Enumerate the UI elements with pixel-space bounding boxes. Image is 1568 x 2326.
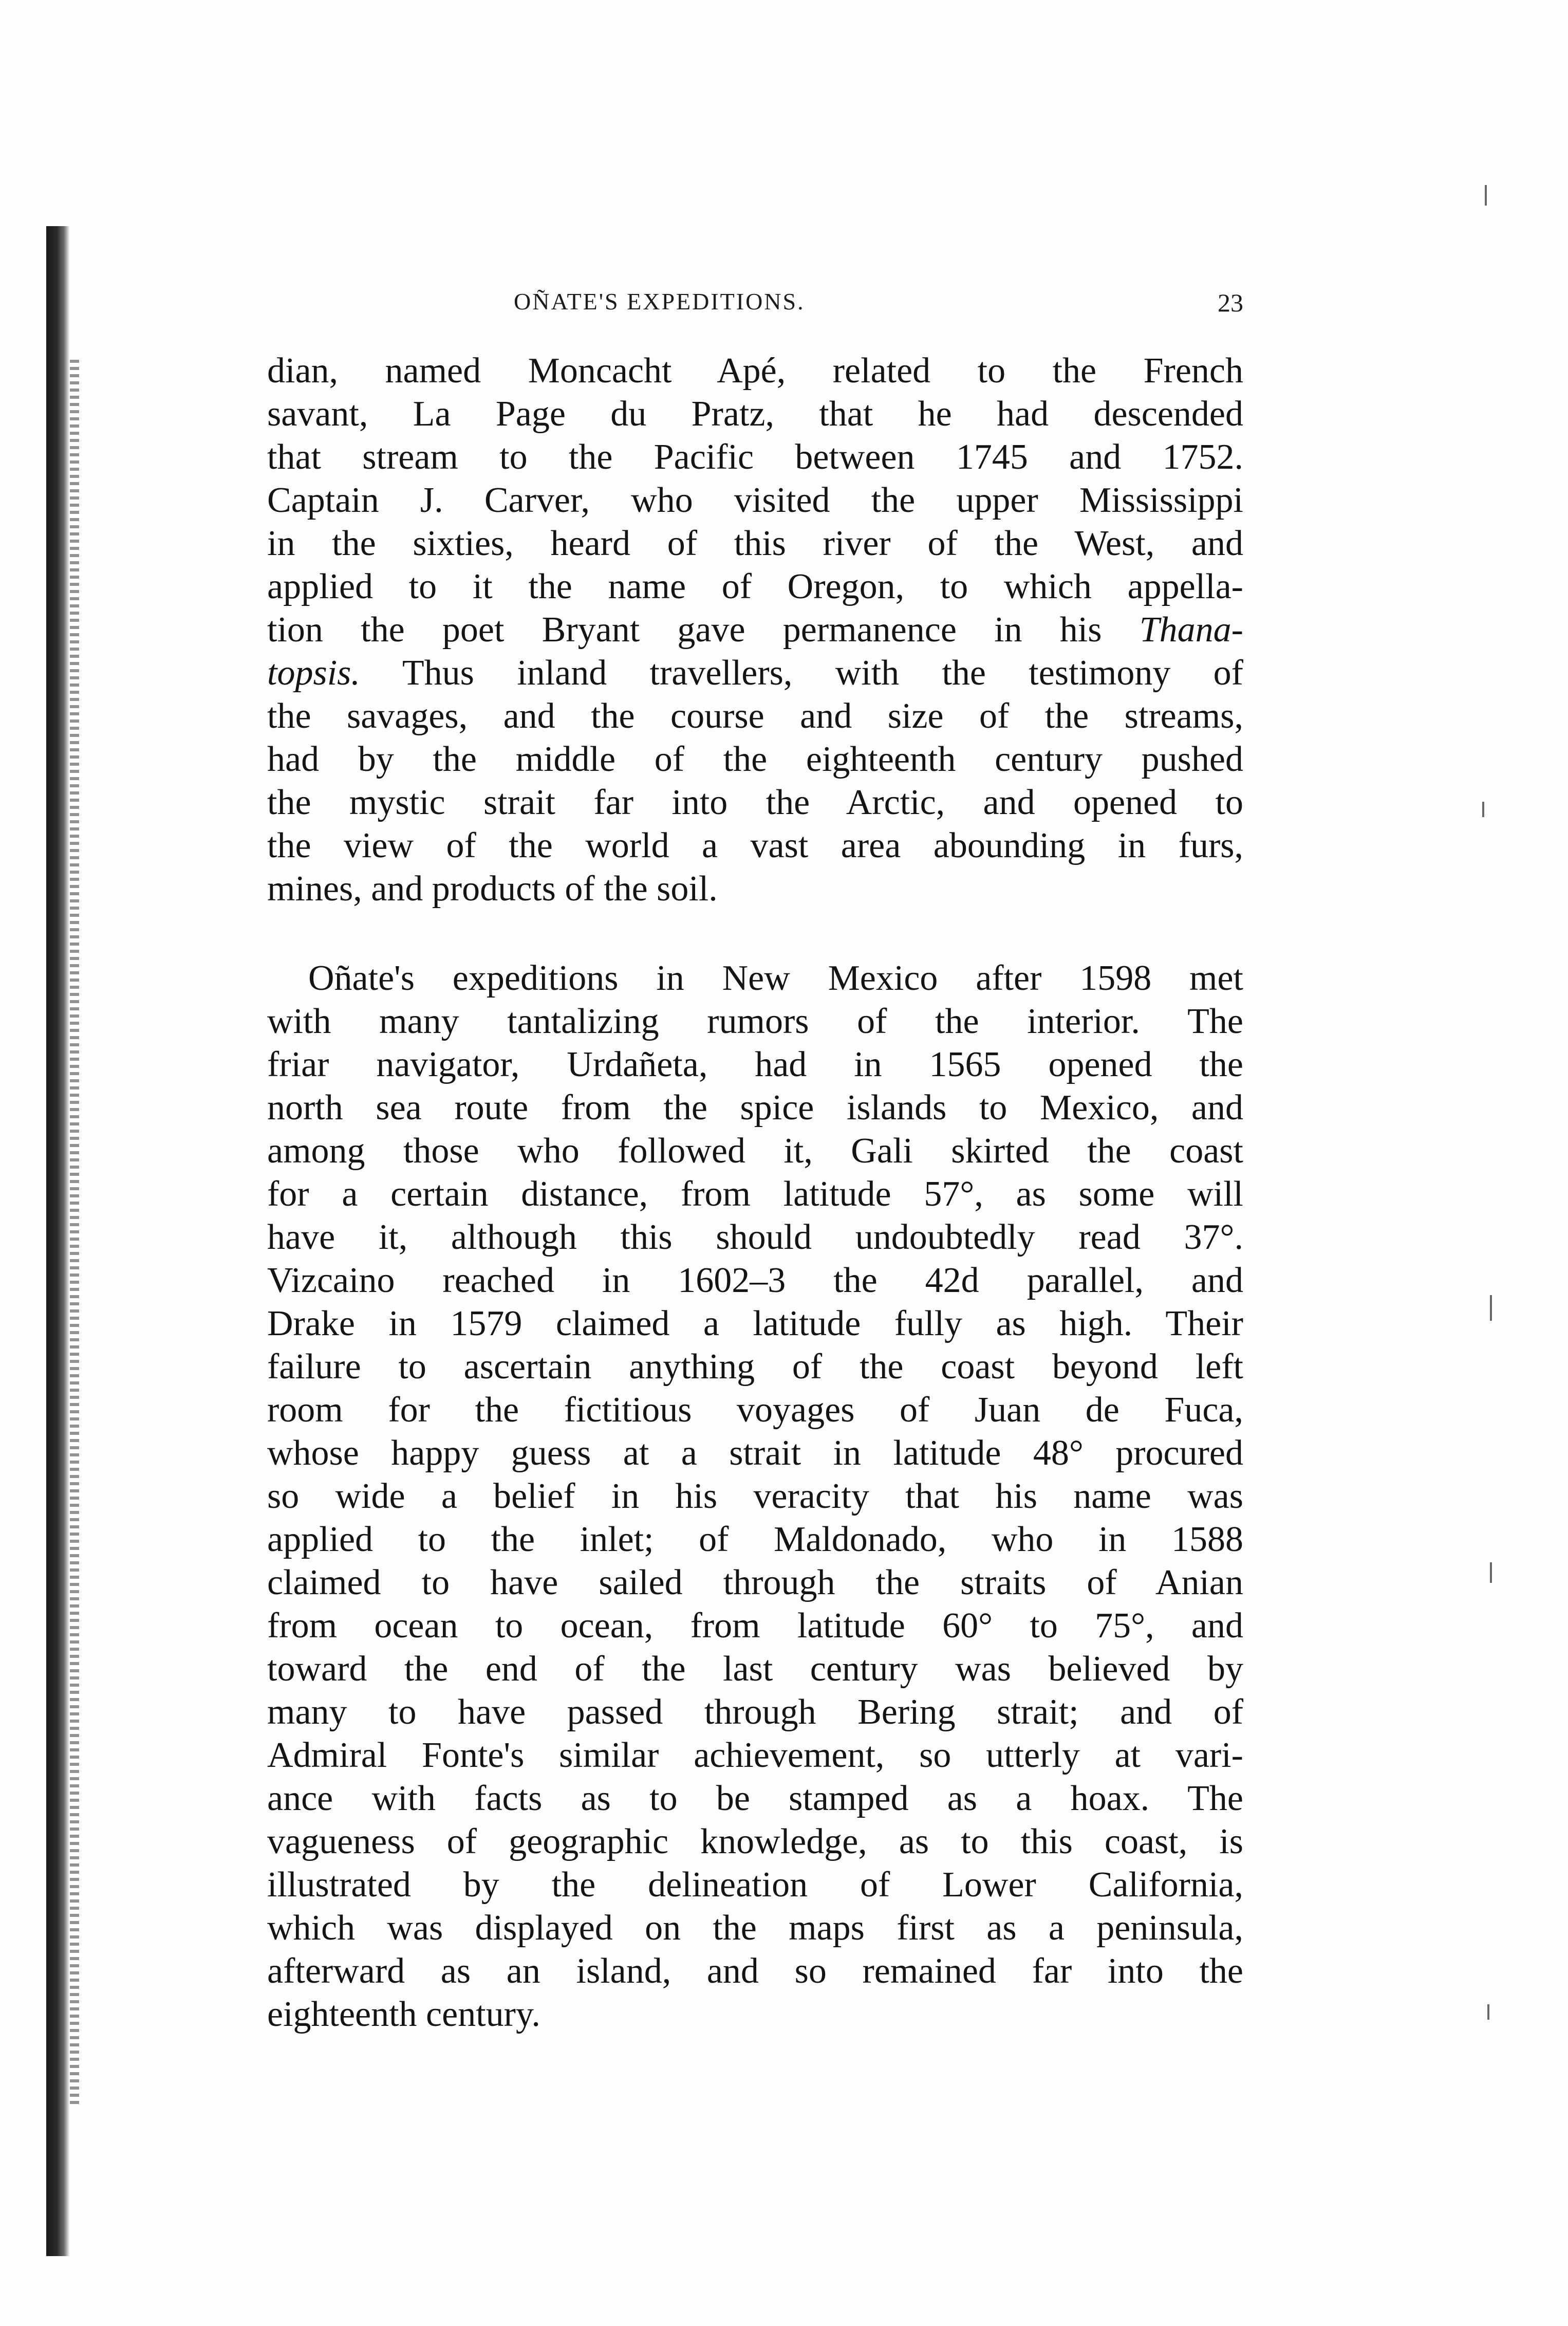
text-line: room for the fictitious voyages of Juan de Fuca, [267, 1390, 1243, 1430]
text-line: dian, named Moncacht Apé, related to the French [267, 351, 1243, 391]
paragraph-1 [267, 349, 1243, 911]
scan-speck [1482, 802, 1484, 817]
text-line: that stream to the Pacific between 1745 and 1752. [267, 437, 1243, 477]
text-line: failure to ascertain anything of the coast beyond left [267, 1347, 1243, 1387]
scan-speck [1490, 1562, 1492, 1583]
page-header [267, 288, 1243, 324]
text-line: toward the end of the last century was believed by [267, 1649, 1243, 1689]
text-line: which was displayed on the maps first as a peninsula, [267, 1908, 1243, 1948]
running-head: OÑATE'S EXPEDITIONS. [514, 288, 805, 315]
text-line: north sea route from the spice islands to Mexico, and [267, 1088, 1243, 1128]
text-line: so wide a belief in his veracity that his name was [267, 1476, 1243, 1516]
text-line: vagueness of geographic knowledge, as to this coast, is [267, 1822, 1243, 1861]
text-line: Drake in 1579 claimed a latitude fully as high. Their [267, 1304, 1243, 1343]
text-line: Captain J. Carver, who visited the upper Mississippi [267, 481, 1243, 520]
text-line: have it, although this should undoubtedly read 37°. [267, 1217, 1243, 1257]
text-line: ance with facts as to be stamped as a hoax. The [267, 1779, 1243, 1818]
text-line: from ocean to ocean, from latitude 60° to 75°, and [267, 1606, 1243, 1646]
scan-speck [1487, 2004, 1489, 2020]
text-line: savant, La Page du Pratz, that he had descended [267, 394, 1243, 434]
text-line: afterward as an island, and so remained far into the [267, 1951, 1243, 1991]
italic-title: Thana- [1139, 610, 1243, 650]
binding-shadow [46, 226, 70, 2256]
text-line: Vizcaino reached in 1602–3 the 42d parallel, and [267, 1261, 1243, 1300]
text-line: mines, and products of the soil. [267, 869, 718, 909]
text-line: friar navigator, Urdañeta, had in 1565 opened the [267, 1045, 1243, 1084]
binding-shadow-edge [70, 360, 79, 2107]
text-line [267, 652, 1243, 695]
italic-title: topsis. [267, 653, 360, 693]
page-number: 23 [1218, 288, 1243, 317]
paragraph-2 [267, 957, 1243, 2036]
text-line: for a certain distance, from latitude 57°, as some will [267, 1174, 1243, 1214]
text-line: Admiral Fonte's similar achievement, so utterly at vari- [267, 1736, 1243, 1775]
text-run: tion the poet Bryant gave permanence in his [267, 610, 1140, 650]
text-line: Oñate's expeditions in New Mexico after 1598 met [308, 958, 1243, 998]
text-line: in the sixties, heard of this river of the West, and [267, 524, 1243, 563]
scan-speck [1490, 1295, 1492, 1321]
scan-speck [1485, 185, 1487, 206]
body-text [267, 349, 1243, 2036]
text-line [267, 608, 1243, 652]
text-line: with many tantalizing rumors of the interior. The [267, 1002, 1243, 1041]
text-run: Thus inland travellers, with the testimony of [360, 653, 1243, 693]
text-line: illustrated by the delineation of Lower California, [267, 1865, 1243, 1905]
text-line: whose happy guess at a strait in latitude 48° procured [267, 1433, 1243, 1473]
text-line: the view of the world a vast area abounding in furs, [267, 826, 1243, 865]
text-line: among those who followed it, Gali skirted the coast [267, 1131, 1243, 1171]
text-line: eighteenth century. [267, 1995, 540, 2034]
text-line: had by the middle of the eighteenth century pushed [267, 740, 1243, 779]
text-line: applied to the inlet; of Maldonado, who in 1588 [267, 1520, 1243, 1559]
text-line: the mystic strait far into the Arctic, and opened to [267, 783, 1243, 822]
text-line: many to have passed through Bering strait; and of [267, 1692, 1243, 1732]
text-line: claimed to have sailed through the straits of Anian [267, 1563, 1243, 1602]
text-line: applied to it the name of Oregon, to which appella- [267, 567, 1243, 606]
text-line: the savages, and the course and size of the streams, [267, 696, 1243, 736]
